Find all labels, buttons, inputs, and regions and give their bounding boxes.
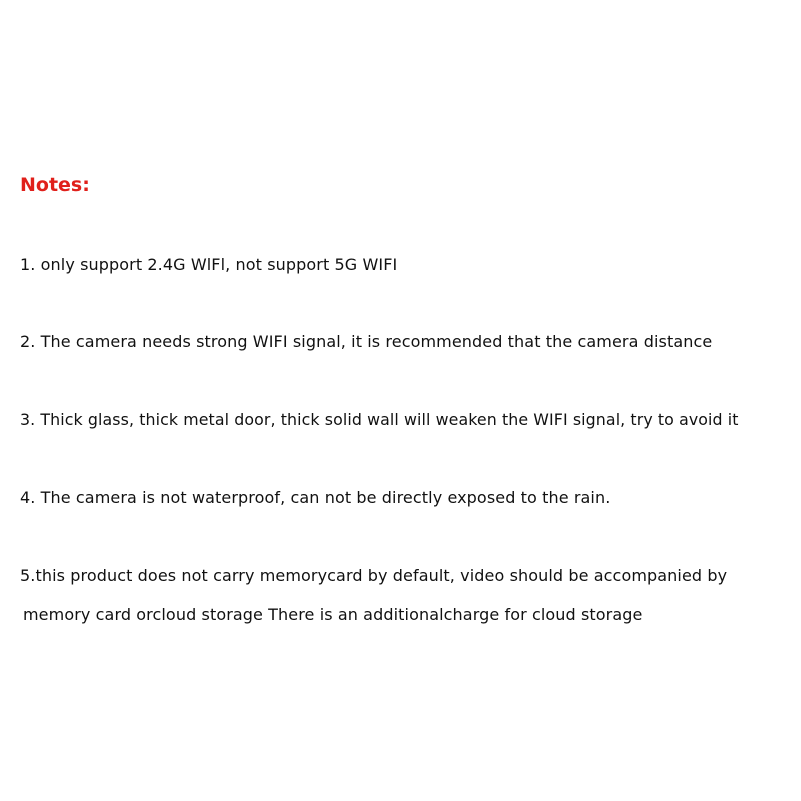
note-2: 2. The camera needs strong WIFI signal, it is recommended that the camera distance xyxy=(20,332,713,351)
notes-title: Notes: xyxy=(20,174,90,196)
note-4: 4. The camera is not waterproof, can not be directly exposed to the rain. xyxy=(20,488,611,507)
note-5-line-1: 5.this product does not carry memorycard by default, video should be accompanied by xyxy=(20,566,728,585)
note-3: 3. Thick glass, thick metal door, thick solid wall will weaken the WIFI signal, try to avoid it xyxy=(20,410,739,429)
note-1: 1. only support 2.4G WlFl, not support 5G WIFI xyxy=(20,255,398,274)
note-5-line-2: memory card orcloud storage There is an additionalcharge for cloud storage xyxy=(23,605,643,624)
